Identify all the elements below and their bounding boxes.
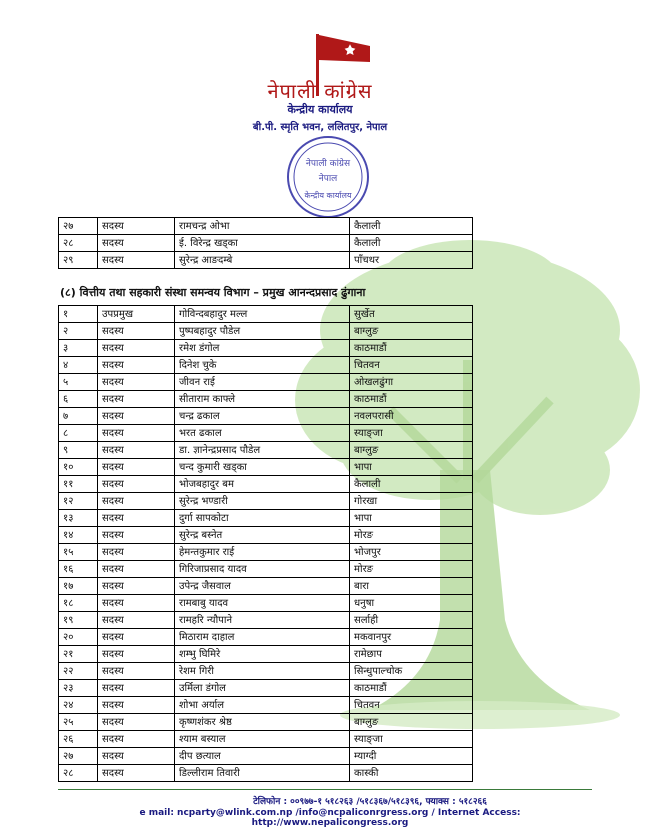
party-name: नेपाली कांग्रेस (267, 79, 373, 103)
row-number: ९ (59, 442, 98, 459)
table-row (59, 561, 473, 578)
designation: सदस्य (98, 612, 175, 629)
designation: सदस्य (98, 340, 175, 357)
district: सर्लाही (350, 612, 473, 629)
designation: सदस्य (98, 425, 175, 442)
table-row (59, 391, 473, 408)
member-name: भोजबहादुर बम (175, 476, 350, 493)
designation: सदस्य (98, 374, 175, 391)
svg-text:केन्द्रीय कार्यालय: केन्द्रीय कार्यालय (304, 191, 352, 200)
member-name: शम्भु घिमिरे (175, 646, 350, 663)
district: स्याङ्जा (350, 425, 473, 442)
member-name: सुरेन्द्र भण्डारी (175, 493, 350, 510)
row-number: २७ (59, 748, 98, 765)
table-row (59, 357, 473, 374)
department-members-table (58, 305, 473, 782)
table-row (59, 663, 473, 680)
table-row (59, 680, 473, 697)
row-number: १२ (59, 493, 98, 510)
member-name: सीताराम काफ्ले (175, 391, 350, 408)
table-row (59, 493, 473, 510)
row-number: २८ (59, 235, 98, 252)
row-number: २८ (59, 765, 98, 782)
designation: सदस्य (98, 578, 175, 595)
table-row (59, 629, 473, 646)
table-row (59, 714, 473, 731)
district: बाग्लुङ (350, 714, 473, 731)
member-name: डा. ज्ञानेन्द्रप्रसाद पौडेल (175, 442, 350, 459)
section-title: (८) वित्तीय तथा सहकारी संस्था समन्वय विभाग – प्रमुख आनन्दप्रसाद ढुंगाना (60, 286, 366, 299)
designation: सदस्य (98, 680, 175, 697)
member-name: उपेन्द्र जैसवाल (175, 578, 350, 595)
district: कैलाली (350, 476, 473, 493)
designation: उपप्रमुख (98, 306, 175, 323)
office-name: केन्द्रीय कार्यालय (287, 103, 353, 116)
table-row (59, 442, 473, 459)
table-row (59, 646, 473, 663)
district: बाग्लुङ (350, 442, 473, 459)
member-name: उर्मिला डंगोल (175, 680, 350, 697)
member-name: दुर्गा सापकोटा (175, 510, 350, 527)
table-row (59, 425, 473, 442)
member-name: रामचन्द्र ओभा (175, 218, 350, 235)
footer-divider (58, 789, 592, 790)
member-name: गोविन्दबहादुर मल्ल (175, 306, 350, 323)
district: चितवन (350, 357, 473, 374)
district: चितवन (350, 697, 473, 714)
member-name: चन्द कुमारी खड्का (175, 459, 350, 476)
designation: सदस्य (98, 323, 175, 340)
designation: सदस्य (98, 765, 175, 782)
member-name: रमेश डंगोल (175, 340, 350, 357)
member-name: शोभा अर्याल (175, 697, 350, 714)
table-row (59, 252, 473, 269)
district: बाग्लुङ (350, 323, 473, 340)
row-number: २६ (59, 731, 98, 748)
designation: सदस्य (98, 442, 175, 459)
table-row (59, 476, 473, 493)
row-number: २५ (59, 714, 98, 731)
row-number: १६ (59, 561, 98, 578)
member-name: कृष्णशंकर श्रेष्ठ (175, 714, 350, 731)
designation: सदस्य (98, 748, 175, 765)
designation: सदस्य (98, 697, 175, 714)
district: नवलपरासी (350, 408, 473, 425)
district: मकवानपुर (350, 629, 473, 646)
row-number: २० (59, 629, 98, 646)
table-row (59, 697, 473, 714)
designation: सदस्य (98, 510, 175, 527)
designation: सदस्य (98, 218, 175, 235)
district: रामेछाप (350, 646, 473, 663)
designation: सदस्य (98, 731, 175, 748)
members-table-continued (58, 217, 473, 269)
member-name: पुष्पबहादुर पौडेल (175, 323, 350, 340)
designation: सदस्य (98, 544, 175, 561)
row-number: २९ (59, 252, 98, 269)
district: धनुषा (350, 595, 473, 612)
member-name: दीप छत्याल (175, 748, 350, 765)
row-number: १३ (59, 510, 98, 527)
row-number: २४ (59, 697, 98, 714)
district: मोरङ (350, 527, 473, 544)
row-number: १८ (59, 595, 98, 612)
designation: सदस्य (98, 357, 175, 374)
table-row (59, 748, 473, 765)
table-row (59, 578, 473, 595)
district: सिन्धुपाल्चोक (350, 663, 473, 680)
member-name: सुरेन्द्र आङदम्बे (175, 252, 350, 269)
district: स्याङ्जा (350, 731, 473, 748)
table-row (59, 765, 473, 782)
row-number: २१ (59, 646, 98, 663)
member-name: श्याम बस्याल (175, 731, 350, 748)
table-row (59, 459, 473, 476)
member-name: रेशम गिरी (175, 663, 350, 680)
table-row (59, 731, 473, 748)
member-name: हेमन्तकुमार राई (175, 544, 350, 561)
district: कैलाली (350, 218, 473, 235)
row-number: २ (59, 323, 98, 340)
row-number: १९ (59, 612, 98, 629)
table-row (59, 323, 473, 340)
row-number: ८ (59, 425, 98, 442)
row-number: ४ (59, 357, 98, 374)
designation: सदस्य (98, 561, 175, 578)
member-name: डिल्लीराम तिवारी (175, 765, 350, 782)
row-number: १० (59, 459, 98, 476)
footer-contact: e mail: ncparty@wlink.com.np /info@ncpaliconrgress.org / Internet Access: http://www.nepalicongress.org (139, 808, 521, 828)
table-row (59, 510, 473, 527)
district: काठमाडौं (350, 680, 473, 697)
table-row (59, 612, 473, 629)
row-number: १४ (59, 527, 98, 544)
district: भोजपुर (350, 544, 473, 561)
row-number: १५ (59, 544, 98, 561)
district: सुर्खेत (350, 306, 473, 323)
district: कास्की (350, 765, 473, 782)
table-row (59, 544, 473, 561)
footer-phone: टेलिफोन : ००९७७-१ ५१८२६३ /५१८३६७/५१८३९६, फ्याक्स : ५१८२६६ (253, 797, 487, 807)
district: पाँचथर (350, 252, 473, 269)
svg-text:नेपाली कांग्रेस: नेपाली कांग्रेस (305, 159, 351, 169)
table-row (59, 235, 473, 252)
row-number: ७ (59, 408, 98, 425)
member-name: भरत ढकाल (175, 425, 350, 442)
designation: सदस्य (98, 493, 175, 510)
member-name: सुरेन्द्र बस्नेत (175, 527, 350, 544)
table-row (59, 527, 473, 544)
table-row (59, 408, 473, 425)
table-row (59, 306, 473, 323)
designation: सदस्य (98, 714, 175, 731)
designation: सदस्य (98, 408, 175, 425)
row-number: २३ (59, 680, 98, 697)
member-name: मिठाराम दाहाल (175, 629, 350, 646)
table-row (59, 218, 473, 235)
designation: सदस्य (98, 459, 175, 476)
district: कैलाली (350, 235, 473, 252)
row-number: २७ (59, 218, 98, 235)
table-row (59, 595, 473, 612)
designation: सदस्य (98, 252, 175, 269)
office-address: बी.पी. स्मृति भवन, ललितपुर, नेपाल (252, 122, 388, 133)
member-name: ई. विरेन्द्र खड्का (175, 235, 350, 252)
district: म्याग्दी (350, 748, 473, 765)
designation: सदस्य (98, 235, 175, 252)
designation: सदस्य (98, 476, 175, 493)
designation: सदस्य (98, 527, 175, 544)
member-name: रामहरि न्यौपाने (175, 612, 350, 629)
member-name: दिनेश चुके (175, 357, 350, 374)
designation: सदस्य (98, 629, 175, 646)
district: काठमाडौं (350, 340, 473, 357)
table-row (59, 340, 473, 357)
row-number: १ (59, 306, 98, 323)
designation: सदस्य (98, 663, 175, 680)
district: ओखलढुंगा (350, 374, 473, 391)
district: भापा (350, 459, 473, 476)
office-seal-stamp (285, 134, 371, 220)
member-name: रामबाबु यादव (175, 595, 350, 612)
row-number: ३ (59, 340, 98, 357)
table-row (59, 374, 473, 391)
designation: सदस्य (98, 391, 175, 408)
row-number: ५ (59, 374, 98, 391)
row-number: ६ (59, 391, 98, 408)
district: मोरङ (350, 561, 473, 578)
designation: सदस्य (98, 646, 175, 663)
district: गोरखा (350, 493, 473, 510)
member-name: चन्द्र ढकाल (175, 408, 350, 425)
row-number: ११ (59, 476, 98, 493)
designation: सदस्य (98, 595, 175, 612)
district: बारा (350, 578, 473, 595)
svg-text:नेपाल: नेपाल (318, 174, 338, 184)
row-number: १७ (59, 578, 98, 595)
district: काठमाडौं (350, 391, 473, 408)
district: भापा (350, 510, 473, 527)
row-number: २२ (59, 663, 98, 680)
member-name: जीवन राई (175, 374, 350, 391)
member-name: गिरिजाप्रसाद यादव (175, 561, 350, 578)
